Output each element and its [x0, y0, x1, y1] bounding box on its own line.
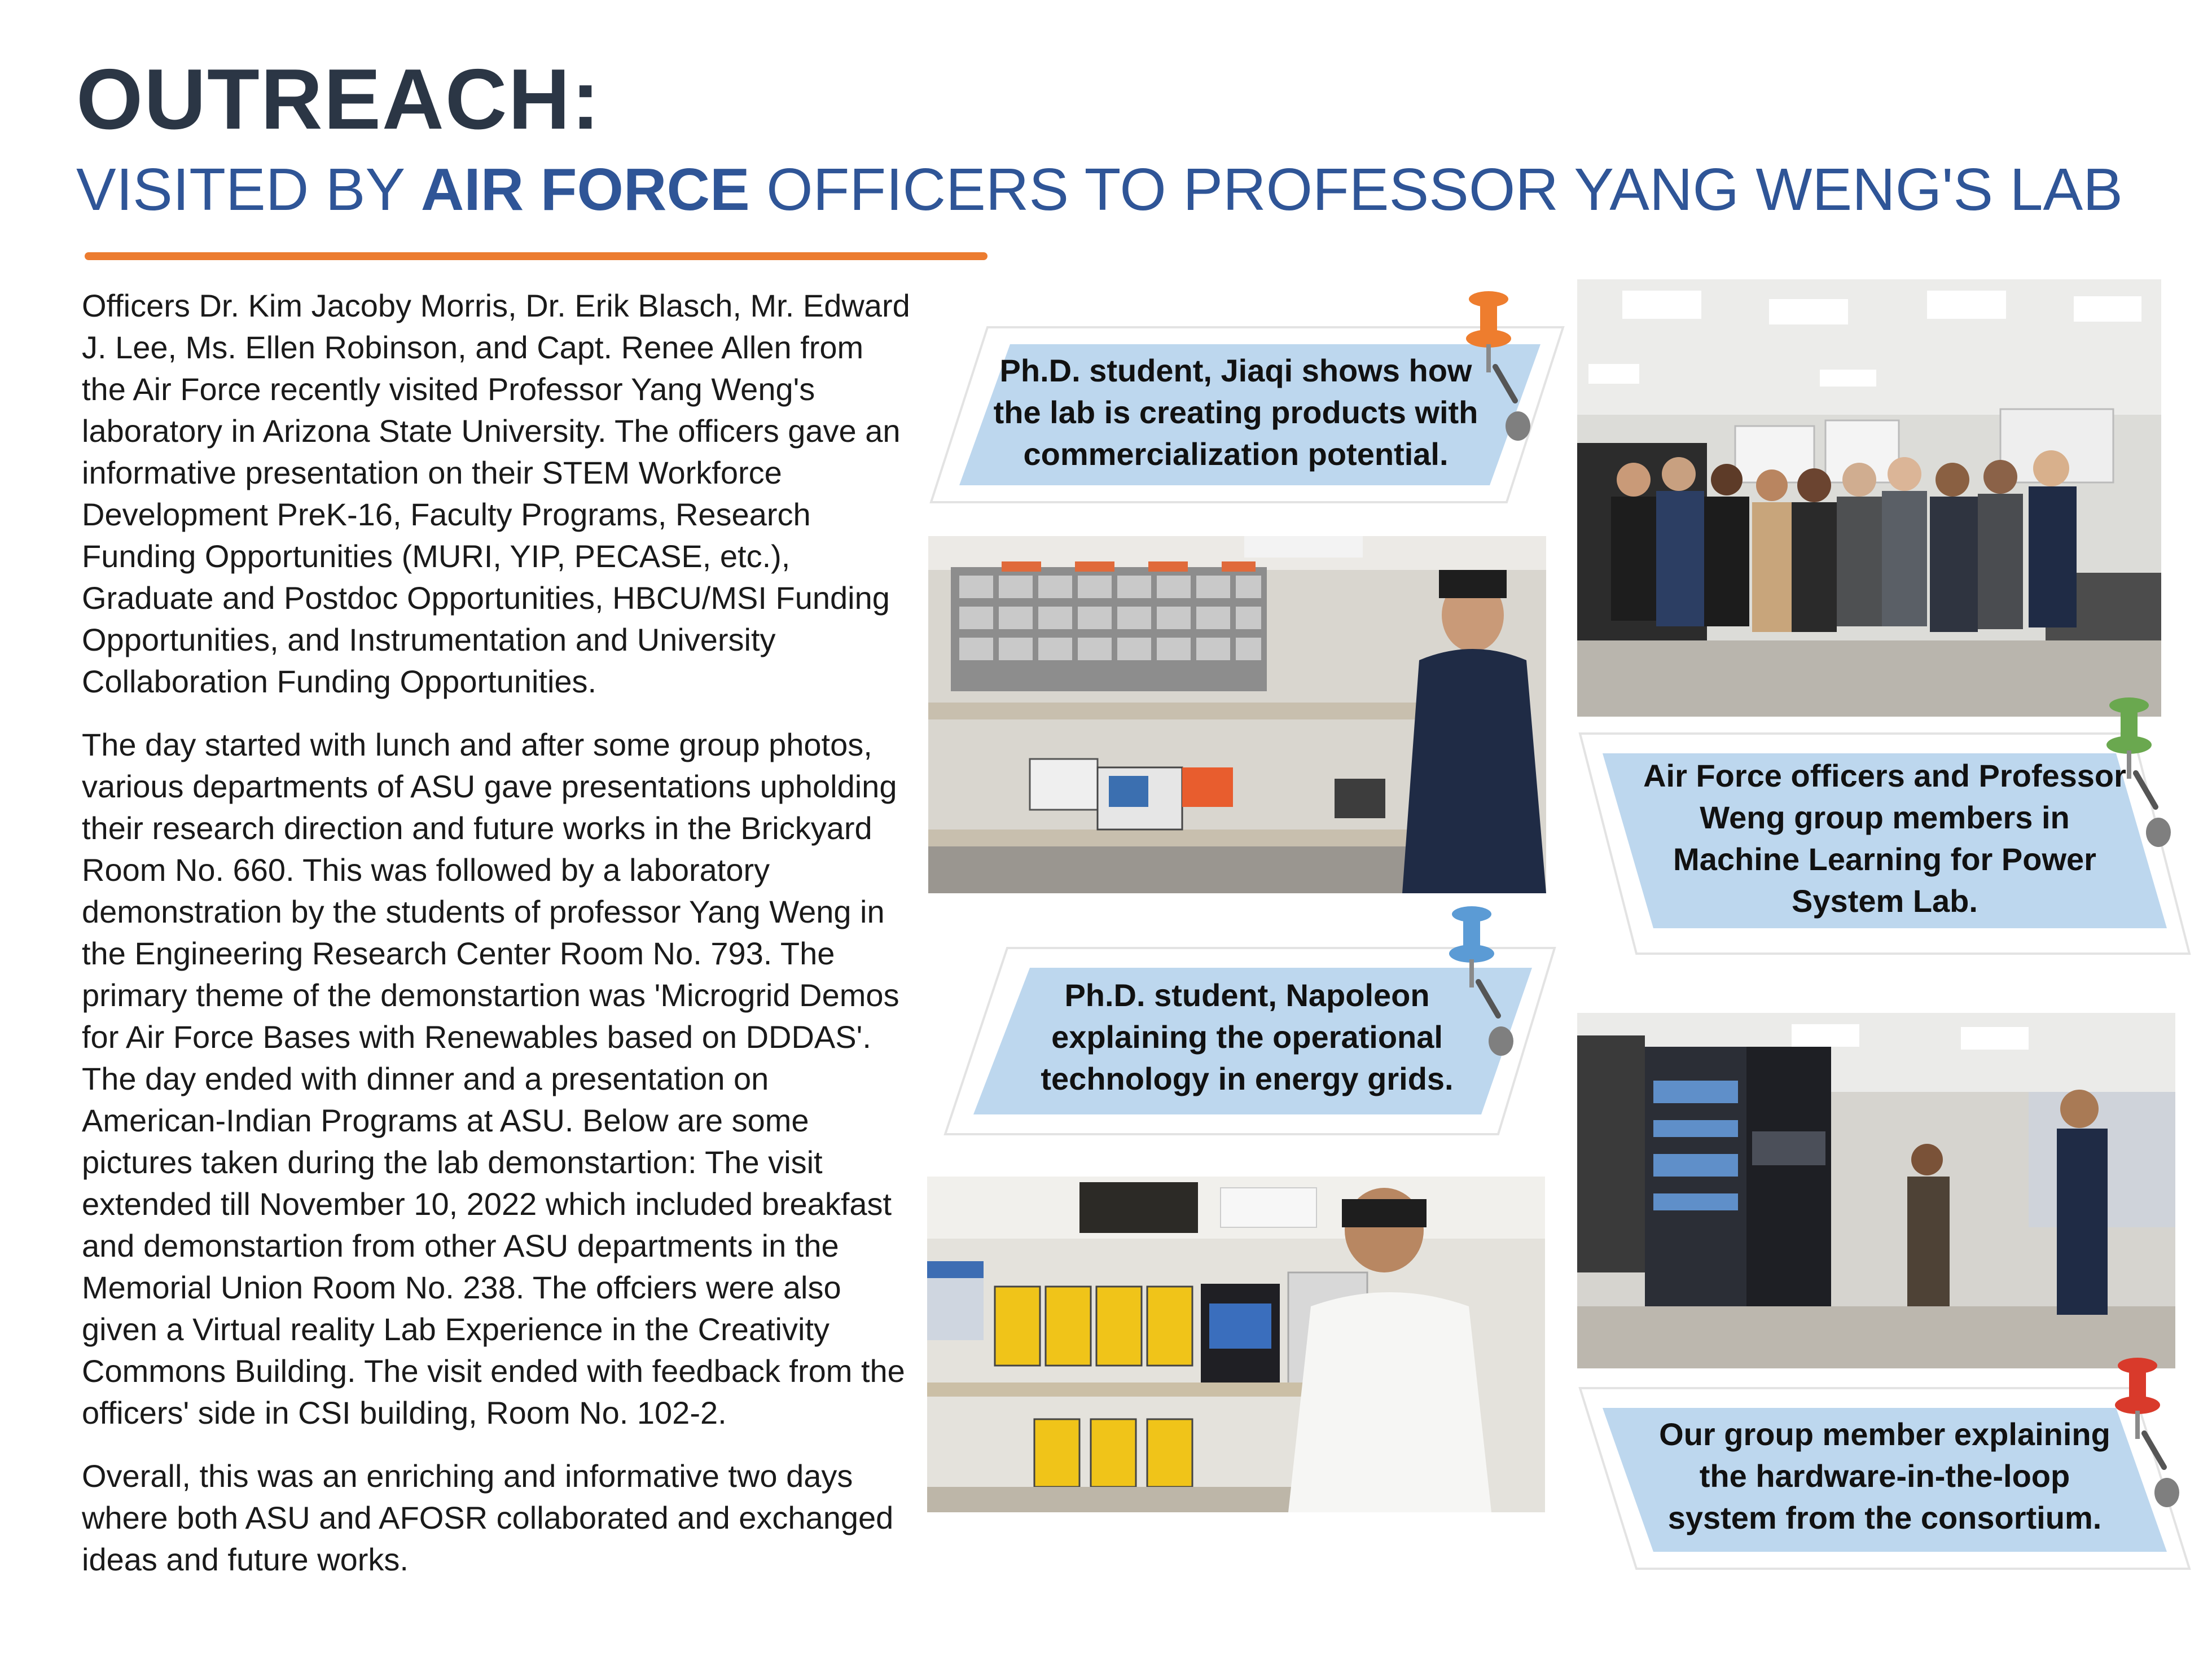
caption-line: explaining the operational [1051, 1019, 1443, 1055]
caption-jiaqi [965, 350, 1507, 475]
article-body [82, 285, 911, 1602]
photo-group [1577, 279, 2161, 717]
subtitle-pre: VISITED BY [76, 156, 421, 223]
paragraph-3: Overall, this was an enriching and informative two days where both ASU and AFOSR collaborated and exchanged ideas and future works. [82, 1458, 894, 1577]
paragraph-2: The day started with lunch and after some group photos, various departments of ASU gave presentations upholding their research direction and future works in the Brickyard Room No. 660. This was followed by a laboratory demonstration by the students of professor Yang Weng in the Engineering Research Center Room No. 793. The primary theme of the demonstartion was 'Microgrid Demos for Air Force Bases with Renewables based on DDDAS'. The day ended with dinner and a presentation on American-Indian Programs at ASU. Below are some pictures taken during the lab demonstartion: The visit extended till November 10, 2022 which included breakfast and demonstartion from other ASU departments in the Memorial Union Room No. 238. The offciers were also given a Virtual reality Lab Experience in the Creativity Commons Building. The visit ended with feedback from the officers' side in CSI building, Room No. 102-2. [82, 727, 905, 1430]
subtitle-post: OFFICERS TO PROFESSOR YANG WENG'S LAB [749, 156, 2123, 223]
push-pin-icon [1462, 282, 1535, 446]
subtitle-bold: AIR FORCE [420, 156, 750, 223]
photo-napoleon-demo [927, 1177, 1545, 1512]
page-title: OUTREACH: [76, 51, 601, 147]
caption-line: system from the consortium. [1667, 1500, 2102, 1535]
caption-group [1614, 755, 2156, 922]
page-subtitle [76, 156, 2123, 223]
paragraph-1: Officers Dr. Kim Jacoby Morris, Dr. Erik Blasch, Mr. Edward J. Lee, Ms. Ellen Robinson, and Capt. Renee Allen from the Air Force recently visited Professor Yang Weng's laboratory in Arizona State University. The officers gave an informative presentation on their STEM Workforce Development PreK-16, Faculty Programs, Research Funding Opportunities (MURI, YIP, PECASE, etc.), Graduate and Postdoc Opportunities, HBCU/MSI Funding Opportunities, and Instrumentation and University Collaboration Funding Opportunities. [82, 288, 910, 699]
caption-line: Machine Learning for Power [1673, 841, 2096, 877]
caption-line: commercialization potential. [1023, 436, 1449, 472]
caption-napoleon [976, 975, 1518, 1100]
push-pin-icon [2102, 688, 2175, 852]
caption-line: Air Force officers and Professor [1643, 758, 2126, 793]
caption-line: the lab is creating products with [993, 394, 1478, 430]
push-pin-icon [1445, 897, 1518, 1061]
caption-line: Weng group members in [1700, 800, 2070, 835]
push-pin-icon [2110, 1349, 2184, 1512]
caption-line: Ph.D. student, Jiaqi shows how [999, 353, 1472, 388]
caption-line: technology in energy grids. [1041, 1061, 1454, 1096]
caption-line: Ph.D. student, Napoleon [1064, 977, 1430, 1013]
caption-line: Our group member explaining [1659, 1416, 2110, 1452]
caption-line: System Lab. [1792, 883, 1978, 919]
photo-hil-system [1577, 1013, 2175, 1368]
caption-hil [1631, 1414, 2139, 1539]
caption-line: the hardware-in-the-loop [1699, 1458, 2070, 1494]
photo-jiaqi-lab-demo [928, 536, 1546, 893]
orange-divider [85, 252, 988, 260]
